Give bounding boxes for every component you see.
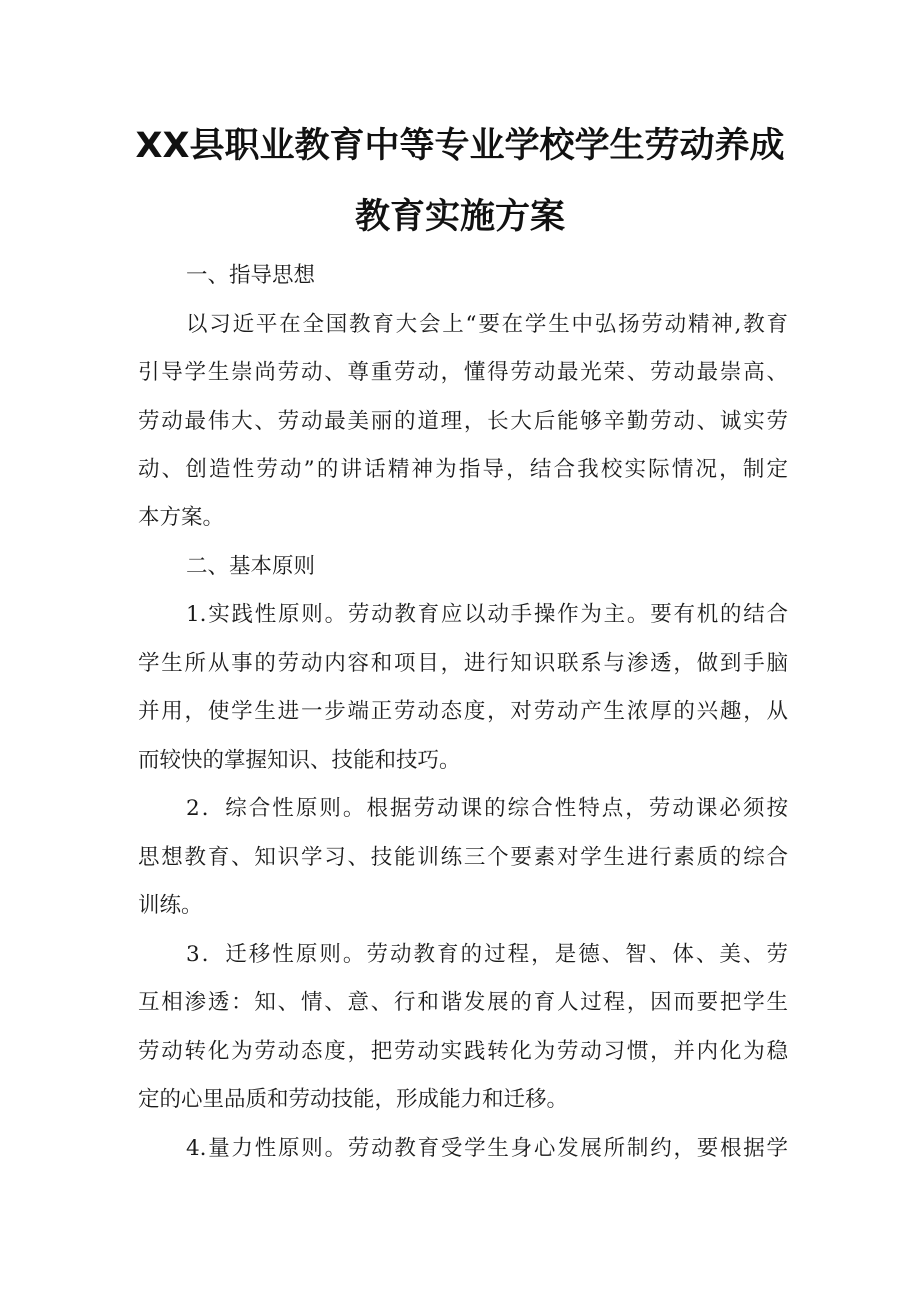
section-heading-guiding-thought: 一、指导思想	[186, 263, 316, 288]
paragraph-line: 而较快的掌握知识、技能和技巧。	[138, 748, 461, 773]
document-title-line-1: XX县职业教育中等专业学校学生劳动养成	[135, 126, 785, 166]
paragraph-line: 1.实践性原则。劳动教育应以动手操作为主。要有机的结合	[186, 602, 788, 627]
paragraph-line: 训练。	[138, 893, 203, 918]
paragraph-line: 2．综合性原则。根据劳动课的综合性特点，劳动课必须按	[186, 796, 788, 821]
paragraph-line: 3．迁移性原则。劳动教育的过程，是德、智、体、美、劳	[186, 942, 788, 967]
paragraph-line: 动、创造性劳动”的讲话精神为指导，结合我校实际情况，制定	[138, 457, 788, 482]
paragraph-line: 以习近平在全国教育大会上“要在学生中弘扬劳动精神,教育	[186, 312, 788, 337]
paragraph-line: 劳动转化为劳动态度，把劳动实践转化为劳动习惯，并内化为稳	[138, 1039, 788, 1064]
document-title-line-2: 教育实施方案	[354, 197, 565, 237]
paragraph-line: 4.量力性原则。劳动教育受学生身心发展所制约，要根据学	[186, 1136, 788, 1161]
paragraph-line: 本方案。	[138, 505, 225, 530]
paragraph-line: 思想教育、知识学习、技能训练三个要素对学生进行素质的综合	[138, 845, 788, 870]
paragraph-line: 并用，使学生进一步端正劳动态度，对劳动产生浓厚的兴趣，从	[138, 699, 788, 724]
paragraph-line: 引导学生崇尚劳动、尊重劳动，懂得劳动最光荣、劳动最崇高、	[138, 360, 788, 385]
section-heading-basic-principles: 二、基本原则	[186, 554, 316, 579]
paragraph-line: 互相渗透：知、情、意、行和谐发展的育人过程，因而要把学生	[138, 990, 788, 1015]
paragraph-line: 学生所从事的劳动内容和项目，进行知识联系与渗透，做到手脑	[138, 651, 788, 676]
paragraph-line: 定的心里品质和劳动技能，形成能力和迁移。	[138, 1087, 569, 1112]
paragraph-line: 劳动最伟大、劳动最美丽的道理，长大后能够辛勤劳动、诚实劳	[138, 409, 788, 434]
